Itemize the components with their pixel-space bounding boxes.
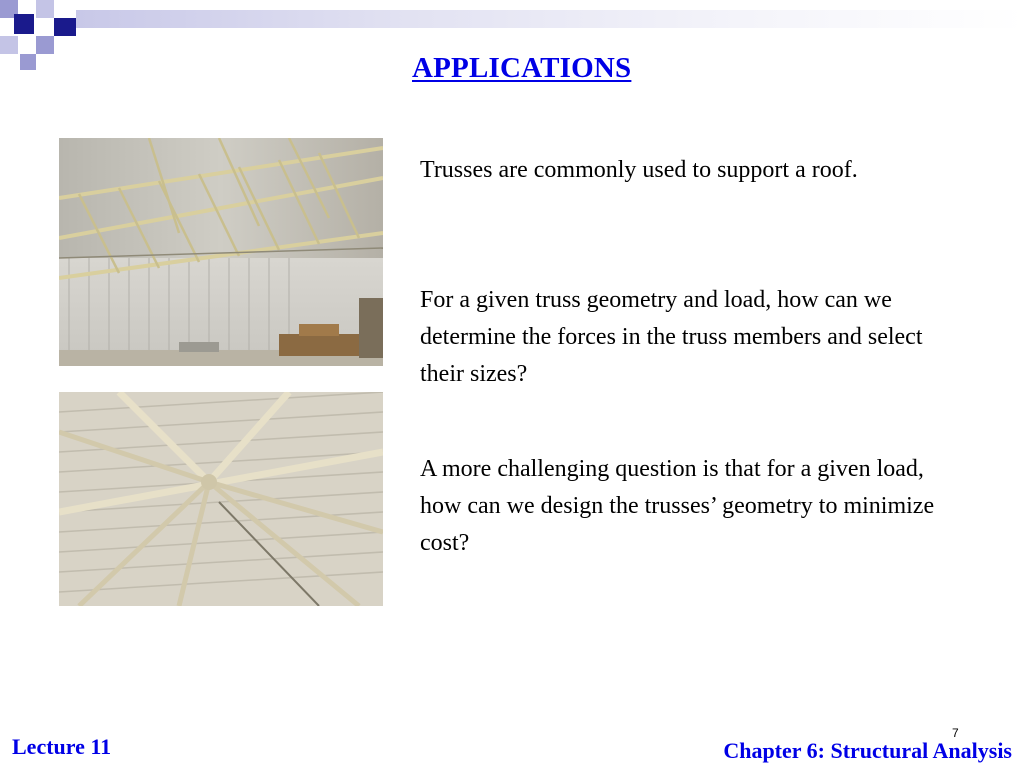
roof-truss-interior-photo [59,138,383,366]
paragraph-design-question: A more challenging question is that for a given load, how can we design the trusses’ geometry to minimize cost? [420,456,935,556]
paragraph-forces-question: For a given truss geometry and load, how can we determine the forces in the truss members and select their sizes? [420,287,923,387]
paragraph-roof-support: Trusses are commonly used to support a roof. [420,157,858,183]
page-number: 7 [952,726,959,740]
footer-lecture-label: Lecture 11 [12,734,112,759]
footer-chapter-label: Chapter 6: Structural Analysis [723,738,1012,763]
roof-truss-ceiling-photo [59,392,383,606]
slide-title: APPLICATIONS [412,52,632,84]
